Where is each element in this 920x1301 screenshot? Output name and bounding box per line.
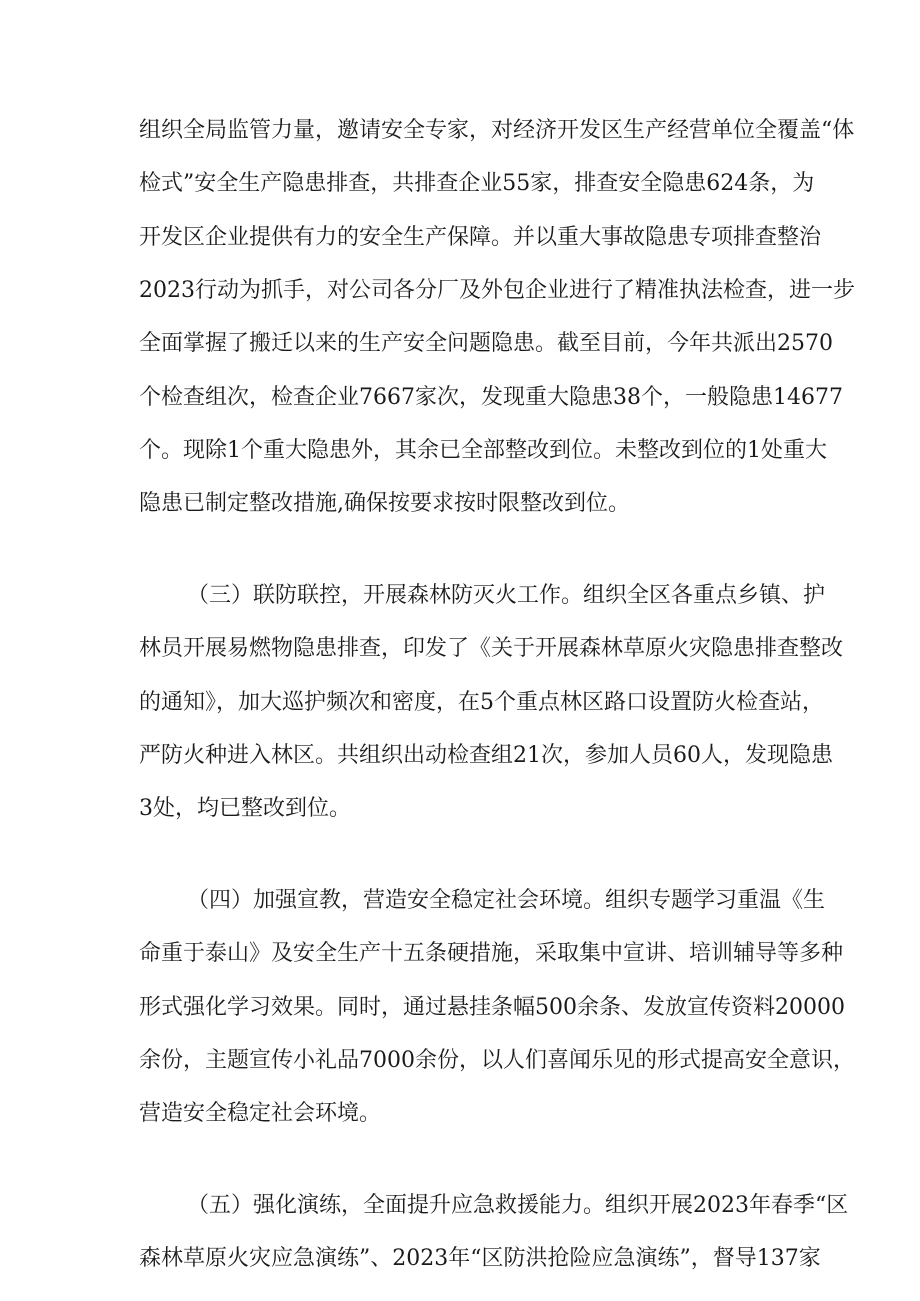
text-line: 营造安全稳定社会环境。 [139, 1101, 382, 1126]
text-line: 隐患已制定整改措施,确保按要求按时限整改到位。 [139, 491, 630, 516]
text-line: （四）加强宣教，营造安全稳定社会环境。组织专题学习重温《生 [187, 888, 826, 913]
text-line: 全面掌握了搬迁以来的生产安全问题隐患。截至目前，今年共派出2570 [139, 331, 833, 356]
text-line: 开发区企业提供有力的安全生产保障。并以重大事故隐患专项排查整治 [139, 225, 822, 250]
text-line: 的通知》，加大巡护频次和密度，在5个重点林区路口设置防火检查站， [139, 690, 824, 715]
text-line: 林员开展易燃物隐患排查，印发了《关于开展森林草原火灾隐患排查整改 [139, 636, 844, 661]
text-line: 个。现除1个重大隐患外，其余已全部整改到位。未整改到位的1处重大 [139, 438, 827, 463]
text-line: 3处，均已整改到位。 [139, 796, 351, 821]
text-line: 检式”安全生产隐患排查，共排查企业55家，排查安全隐患624条，为 [139, 171, 815, 196]
text-line: 个检查组次，检查企业7667家次，发现重大隐患38个，一般隐患14677 [139, 385, 843, 410]
text-line: 余份，主题宣传小礼品7000余份，以人们喜闻乐见的形式提高安全意识， [139, 1048, 855, 1073]
text-line: （五）强化演练，全面提升应急救援能力。组织开展2023年春季“区 [187, 1193, 849, 1218]
text-line: 形式强化学习效果。同时，通过悬挂条幅500余条、发放宣传资料20000 [139, 995, 845, 1020]
text-line: 严防火种进入林区。共组织出动检查组21次，参加人员60人，发现隐患 [139, 743, 833, 768]
text-line: 命重于泰山》及安全生产十五条硬措施，采取集中宣讲、培训辅导等多种 [139, 941, 844, 966]
text-line: （三）联防联控，开展森林防灭火工作。组织全区各重点乡镇、护 [187, 583, 826, 608]
text-line: 森林草原火灾应急演练”、2023年“区防洪抢险应急演练”，督导137家 [139, 1246, 821, 1271]
text-line: 2023行动为抓手，对公司各分厂及外包企业进行了精准执法检查，进一步 [139, 278, 855, 303]
text-line: 组织全局监管力量，邀请安全专家，对经济开发区生产经营单位全覆盖“体 [139, 118, 855, 143]
